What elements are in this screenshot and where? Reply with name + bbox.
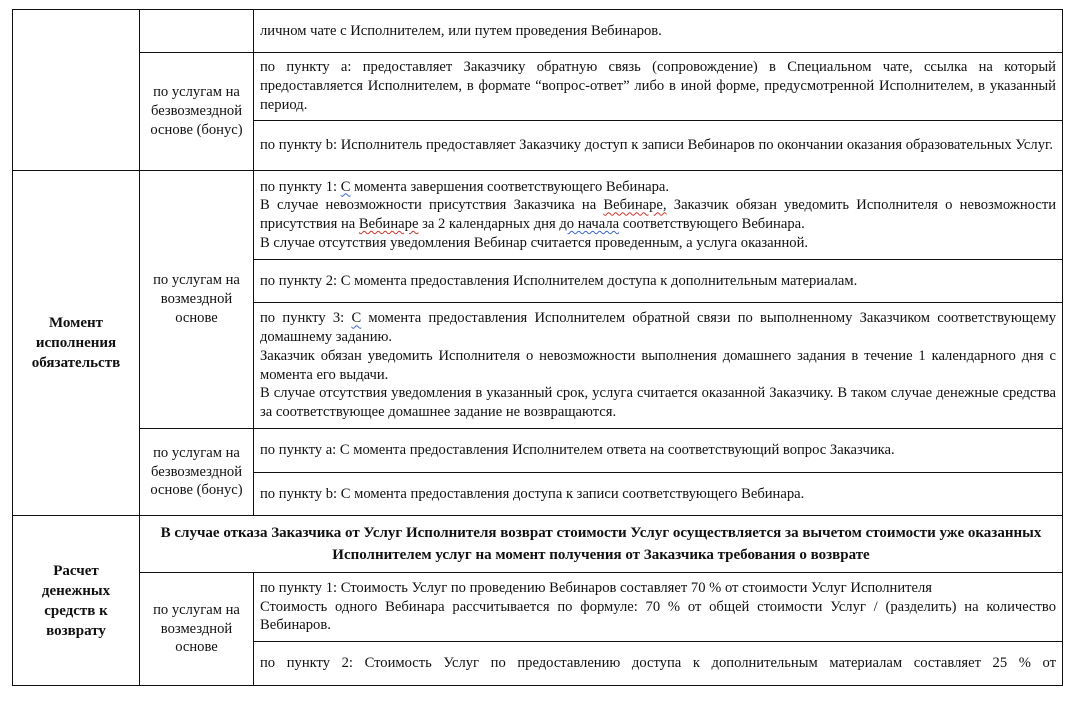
- section-title-moment: Момент исполнения обязательств: [13, 171, 140, 516]
- clause-cell: по пункту 2: С момента предоставления Исполнителем доступа к дополнительным материалам.: [254, 260, 1063, 303]
- section-cell-empty: [13, 10, 140, 171]
- paid-services-label: по услугам на возмездной основе: [140, 171, 254, 429]
- clause-text: соответствующего Вебинара.: [619, 216, 805, 232]
- table-row: [13, 53, 1063, 121]
- clause-prefix: по пункту 1:: [260, 178, 341, 195]
- clause-cell: [254, 573, 1063, 642]
- clause-line: по пункту 1: Стоимость Услуг по проведению Вебинаров составляет 70 % от стоимости Услуг Исполнителя: [260, 579, 933, 596]
- refund-banner: В случае отказа Заказчика от Услуг Исполнителя возврат стоимости Услуг осуществляется за вычетом стоимости уже оказанных Исполнителем услуг на момент получения от Заказчика требования о возврате: [140, 516, 1063, 573]
- table-row: [13, 573, 1063, 642]
- clause-text: В случае невозможности присутствия Заказчика на: [260, 197, 604, 214]
- clause-text: Заказчик обязан уведомить Исполнителя о невозможности присутствия на: [260, 197, 1057, 232]
- clause-cell: по пункту b: С момента предоставления доступа к записи соответствующего Вебинара.: [254, 473, 1063, 516]
- clause-text: момента завершения соответствующего Вебинара.: [350, 178, 670, 195]
- clause-line: [260, 196, 1056, 233]
- sub-cell-empty: [140, 10, 254, 53]
- clause-line: [260, 309, 1056, 346]
- clause-line: В случае отсутствия уведомления Вебинар считается проведенным, а услуга оказанной.: [260, 234, 809, 251]
- clause-cell: по пункту 2: Стоимость Услуг по предоставлению доступа к дополнительным материалам составляет 25 % от: [254, 642, 1063, 686]
- clause-cell: по пункту a: С момента предоставления Исполнителем ответа на соответствующий вопрос Заказчика.: [254, 429, 1063, 473]
- clause-line: В случае отсутствия уведомления в указанный срок, услуга считается оказанной Заказчику. В таком случае денежные средства за соответствующее домашнее задание не возвращаются.: [260, 385, 1056, 420]
- table-row: [13, 516, 1063, 573]
- clause-prefix: по пункту 3:: [260, 310, 352, 327]
- spellcheck-mark: до начала: [559, 216, 620, 232]
- clause-cell: личном чате с Исполнителем, или путем проведения Вебинаров.: [254, 10, 1063, 53]
- spellcheck-mark: Вебинаре: [358, 216, 419, 232]
- clause-text: за 2 календарных дня: [418, 216, 560, 232]
- paid-services-label: по услугам на возмездной основе: [140, 573, 254, 686]
- contract-table: [12, 9, 1063, 686]
- clause-cell: по пункту b: Исполнитель предоставляет Заказчику доступ к записи Вебинаров по окончании оказания образовательных Услуг.: [254, 121, 1063, 171]
- bonus-services-label: по услугам на безвозмездной основе (бонус): [140, 429, 254, 516]
- clause-line: [260, 178, 1056, 197]
- clause-line: Заказчик обязан уведомить Исполнителя о невозможности выполнения домашнего задания в течение 1 календарного дня с момента его выдачи.: [260, 347, 1056, 383]
- clause-text: момента предоставления Исполнителем обратной связи по выполненному Заказчиком соответствующему домашнему заданию.: [260, 310, 1057, 346]
- spellcheck-mark: С: [340, 178, 351, 195]
- clause-cell: [254, 171, 1063, 260]
- clause-cell: по пункту a: предоставляет Заказчику обратную связь (сопровождение) в Специальном чате, ссылка на который предоставляется Исполнителем, в формате “вопрос-ответ” либо в иной форме, предусмотренной Исполнителем, в указанный период.: [254, 53, 1063, 121]
- spellcheck-mark: С: [351, 310, 362, 327]
- section-title-refund: Расчет денежных средств к возврату: [13, 516, 140, 686]
- clause-cell: [254, 303, 1063, 429]
- table-row: [13, 429, 1063, 473]
- table-row: [13, 10, 1063, 53]
- table-row: [13, 171, 1063, 260]
- spellcheck-mark: Вебинаре,: [603, 197, 667, 214]
- clause-line: Стоимость одного Вебинара рассчитывается по формуле: 70 % от общей стоимости Услуг / (разделить) на количество Вебинаров.: [260, 598, 1056, 634]
- bonus-services-label: по услугам на безвозмездной основе (бонус): [140, 53, 254, 171]
